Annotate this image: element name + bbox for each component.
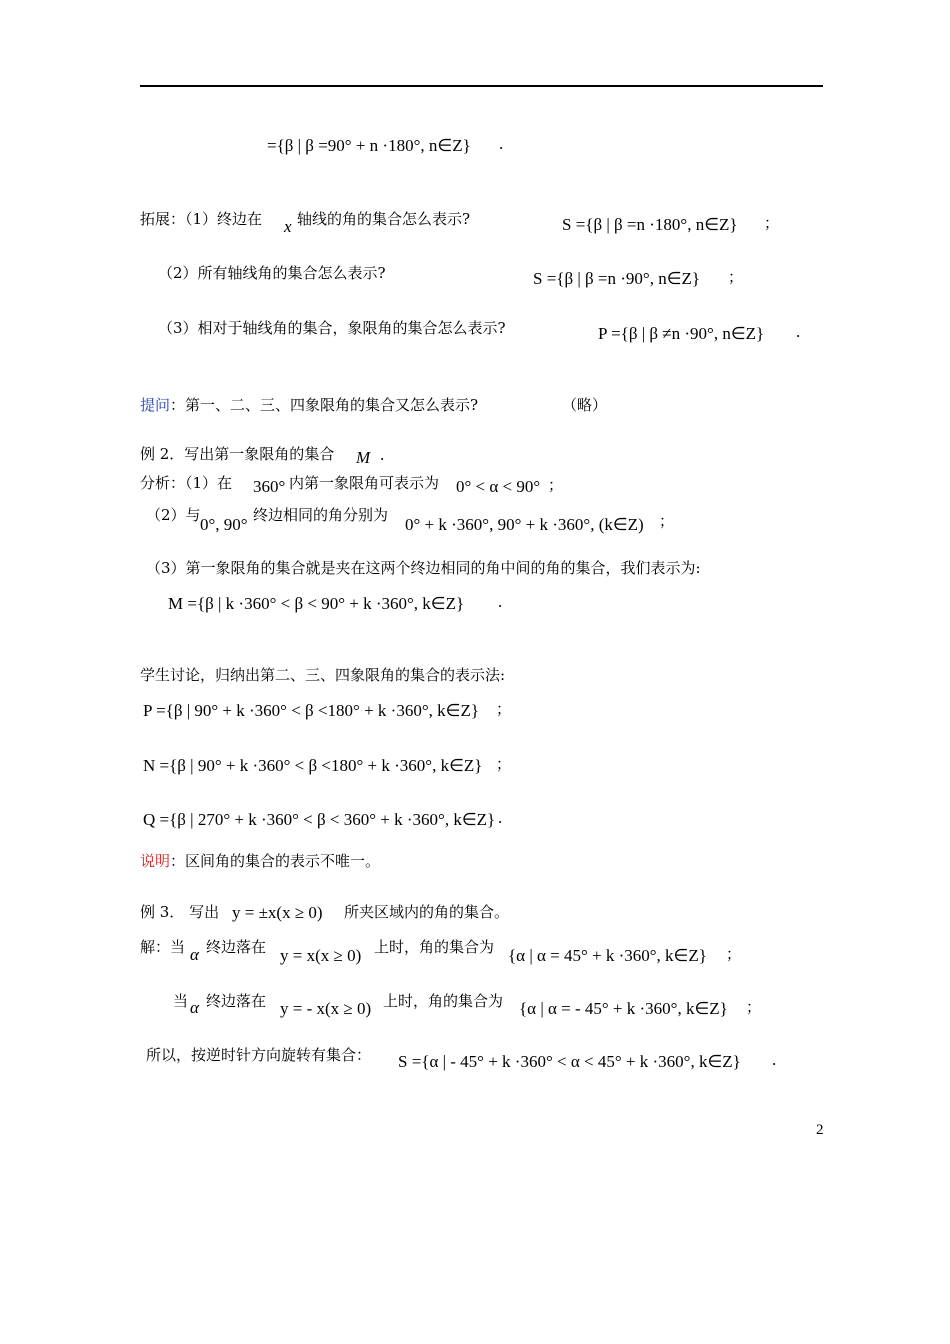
ex2-a2-vals: 0°, 90° bbox=[200, 515, 248, 534]
ext-q1-suffix: 轴线的角的集合怎么表示? bbox=[297, 210, 471, 228]
ex3-s3-formula: S ={α | - 45° + k ·360° < α < 45° + k ·360°, k∈Z} bbox=[398, 1052, 741, 1071]
ex2-title: 例 2．写出第一象限角的集合 bbox=[140, 445, 335, 463]
ex2-a3-text: （3）第一象限角的集合就是夹在这两个终边相同的角中间的角的集合，我们表示为: bbox=[146, 559, 701, 577]
ex3-s2-formula: {α | α = - 45° + k ·360°, k∈Z} bbox=[519, 999, 728, 1018]
ex2-a2-prefix: （2）与 bbox=[146, 506, 201, 524]
ex3-s3-prefix: 所以，按逆时针方向旋转有集合： bbox=[146, 1046, 372, 1064]
formula-q: Q ={β | 270° + k ·360° < β < 360° + k ·360°, k∈Z} bbox=[143, 810, 496, 829]
ext-q1-formula: S ={β | β =n ·180°, n∈Z} bbox=[562, 215, 738, 234]
ex3-title-prefix: 例 3． 写出 bbox=[140, 903, 220, 921]
ex3-s3-end: . bbox=[772, 1050, 777, 1069]
ex2-a1-formula: 0° < α < 90° bbox=[456, 477, 541, 496]
ex2-title-var: M bbox=[356, 448, 371, 467]
page-number: 2 bbox=[816, 1122, 824, 1138]
formula-p: P ={β | 90° + k ·360° < β <180° + k ·360°, k∈Z} bbox=[143, 701, 479, 720]
ext-q3-text: （3）相对于轴线角的集合，象限角的集合怎么表示? bbox=[158, 319, 506, 337]
ex3-s2-end: ； bbox=[746, 998, 762, 1016]
ext-q1-prefix: 拓展：（1）终边在 bbox=[140, 210, 263, 228]
ex3-s1-prefix: 解：当 bbox=[140, 938, 186, 956]
formula-beta-90: ={β | β =90° + n ·180°, n∈Z} bbox=[267, 136, 471, 155]
ex3-s2-after: 上时，角的集合为 bbox=[383, 992, 504, 1010]
ex3-s1-formula: {α | α = 45° + k ·360°, k∈Z} bbox=[508, 946, 707, 965]
question-note: （略） bbox=[562, 396, 608, 414]
formula-p-end: ； bbox=[496, 700, 512, 718]
ext-q3-formula: P ={β | β ≠n ·90°, n∈Z} bbox=[598, 324, 765, 343]
ex2-a1-prefix: 分析：（1）在 bbox=[140, 474, 233, 492]
ext-q2-text: （2）所有轴线角的集合怎么表示? bbox=[158, 264, 386, 282]
ex2-a1-val: 360° bbox=[253, 477, 286, 496]
ex2-a1-end: ； bbox=[548, 476, 564, 494]
formula-n-end: ； bbox=[496, 755, 512, 773]
ex3-s1-line: y = x(x ≥ 0) bbox=[280, 946, 362, 965]
note-text: ：区间角的集合的表示不唯一。 bbox=[170, 852, 381, 870]
ex3-s1-end: ； bbox=[726, 945, 742, 963]
ext-q1-end: ； bbox=[764, 214, 780, 232]
ex3-title-formula: y = ±x(x ≥ 0) bbox=[232, 903, 323, 922]
ex2-title-end: . bbox=[380, 445, 385, 464]
ex2-a1-mid: 内第一象限角可表示为 bbox=[289, 474, 440, 492]
ex2-a3-formula: M ={β | k ·360° < β < 90° + k ·360°, k∈Z} bbox=[168, 594, 465, 613]
discuss-text: 学生讨论，归纳出第二、三、四象限角的集合的表示法: bbox=[140, 666, 506, 684]
ex3-s2-var: α bbox=[190, 998, 199, 1017]
ex3-s1-after: 上时，角的集合为 bbox=[374, 938, 495, 956]
ext-q1-var: x bbox=[284, 217, 292, 236]
ex2-a2-end: ； bbox=[659, 512, 675, 530]
ex3-s2-prefix: 当 bbox=[173, 992, 189, 1010]
question-text: ：第一、二、三、四象限角的集合又怎么表示? bbox=[170, 396, 479, 414]
ex3-s2-mid: 终边落在 bbox=[206, 992, 267, 1010]
formula-q-end: . bbox=[498, 808, 503, 827]
ext-q2-end: ； bbox=[728, 268, 744, 286]
ex3-title-suffix: 所夹区域内的角的集合。 bbox=[344, 903, 510, 921]
formula-end: . bbox=[499, 134, 504, 153]
header-rule bbox=[140, 85, 823, 87]
ext-q3-end: . bbox=[796, 322, 801, 341]
ex2-a3-end: . bbox=[498, 592, 503, 611]
ex2-a2-mid: 终边相同的角分别为 bbox=[253, 506, 389, 524]
ext-q2-formula: S ={β | β =n ·90°, n∈Z} bbox=[533, 269, 701, 288]
ex3-s1-var: α bbox=[190, 945, 199, 964]
ex2-a2-formula: 0° + k ·360°, 90° + k ·360°, (k∈Z) bbox=[405, 515, 644, 534]
ex3-s1-mid: 终边落在 bbox=[206, 938, 267, 956]
formula-n: N ={β | 90° + k ·360° < β <180° + k ·360°, k∈Z} bbox=[143, 756, 483, 775]
note-label: 说明 bbox=[140, 852, 171, 870]
question-label: 提问 bbox=[140, 396, 171, 414]
ex3-s2-line: y = - x(x ≥ 0) bbox=[280, 999, 372, 1018]
